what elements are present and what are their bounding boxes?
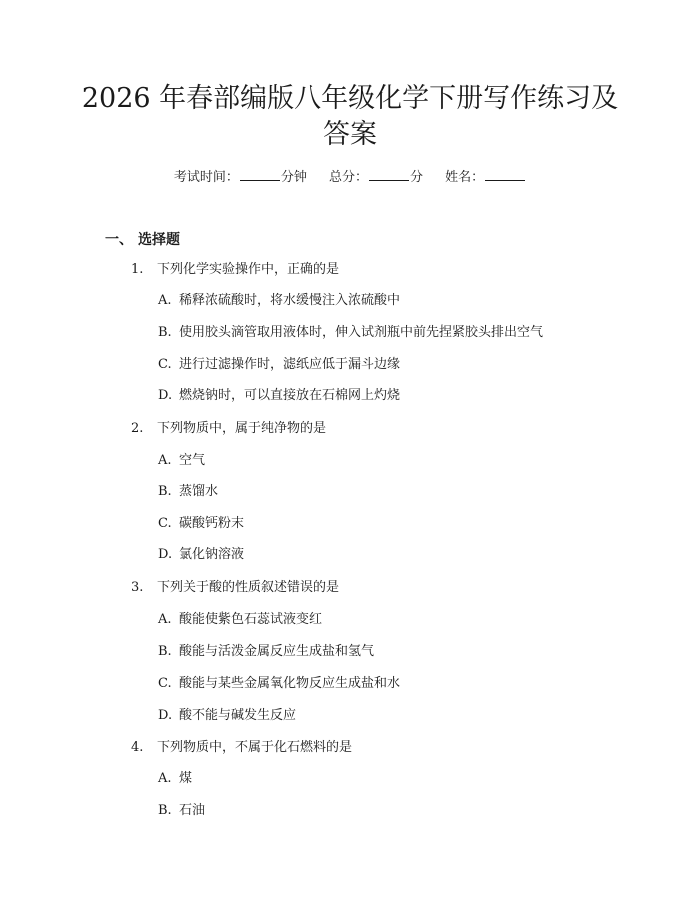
option-letter: C. [158,516,172,531]
option-letter: B. [158,644,172,659]
question-1 [131,260,339,280]
exam-time-unit: 分钟 [280,170,307,185]
question-2-option-d [158,545,244,565]
option-letter: D. [158,547,173,562]
question-4-option-a [158,769,192,789]
option-text: 蒸馏水 [179,484,219,499]
option-text: 酸能使紫色石蕊试液变红 [179,612,323,627]
option-letter: A. [158,612,172,627]
option-letter: A. [158,771,172,786]
question-2-option-c [158,514,244,534]
option-text: 使用胶头滴管取用液体时，伸入试剂瓶中前先捏紧胶头排出空气 [179,325,544,340]
option-text: 酸能与某些金属氧化物反应生成盐和水 [179,676,401,691]
question-2-option-a [158,451,205,471]
option-letter: B. [158,484,172,499]
question-text: 下列关于酸的性质叙述错误的是 [157,580,340,595]
option-letter: D. [158,708,173,723]
question-3-option-a [158,610,322,630]
document-title-line-2: 答案 [323,119,377,150]
question-3-option-c [158,674,400,694]
option-text: 煤 [179,771,193,786]
total-score-blank [369,168,409,181]
question-1-option-a [158,291,400,311]
option-text: 氯化钠溶液 [179,547,245,562]
option-text: 碳酸钙粉末 [179,516,245,531]
option-letter: A. [158,293,172,308]
question-3 [131,578,339,598]
section-title: 选择题 [138,232,180,248]
exam-time-field [174,168,307,188]
question-2 [131,419,326,439]
question-2-option-b [158,482,218,502]
student-name-label: 姓名： [445,170,485,185]
option-text: 空气 [179,453,206,468]
exam-meta-line [0,168,700,188]
exam-time-blank [240,168,280,181]
option-text: 酸不能与碱发生反应 [179,708,297,723]
section-heading [105,230,180,250]
question-4 [131,738,352,758]
option-letter: B. [158,803,172,818]
option-text: 进行过滤操作时，滤纸应低于漏斗边缘 [179,357,401,372]
question-number: 3. [131,580,144,595]
exam-time-label: 考试时间： [173,170,239,185]
total-score-field [329,168,423,188]
student-name-blank [485,168,525,181]
question-number: 2. [131,421,144,436]
question-3-option-b [158,642,374,662]
student-name-field [445,168,526,188]
question-text: 下列化学实验操作中，正确的是 [157,262,340,277]
option-text: 燃烧钠时，可以直接放在石棉网上灼烧 [179,388,401,403]
question-1-option-c [158,355,400,375]
section-number: 一、 [105,232,133,248]
total-score-unit: 分 [410,170,424,185]
option-text: 酸能与活泼金属反应生成盐和氢气 [179,644,375,659]
question-1-option-d [158,386,400,406]
question-4-option-b [158,801,205,821]
option-text: 石油 [179,803,206,818]
option-letter: B. [158,325,172,340]
question-text: 下列物质中，属于纯净物的是 [157,421,327,436]
option-letter: A. [158,453,172,468]
question-number: 1. [131,262,144,277]
question-number: 4. [131,740,144,755]
question-text: 下列物质中，不属于化石燃料的是 [157,740,353,755]
total-score-label: 总分： [328,170,368,185]
option-letter: D. [158,388,173,403]
option-letter: C. [158,357,172,372]
option-text: 稀释浓硫酸时，将水缓慢注入浓硫酸中 [179,293,401,308]
option-letter: C. [158,676,172,691]
question-3-option-d [158,706,296,726]
question-1-option-b [158,323,543,343]
document-title-line-1: 2026 年春部编版八年级化学下册写作练习及 [81,83,619,114]
